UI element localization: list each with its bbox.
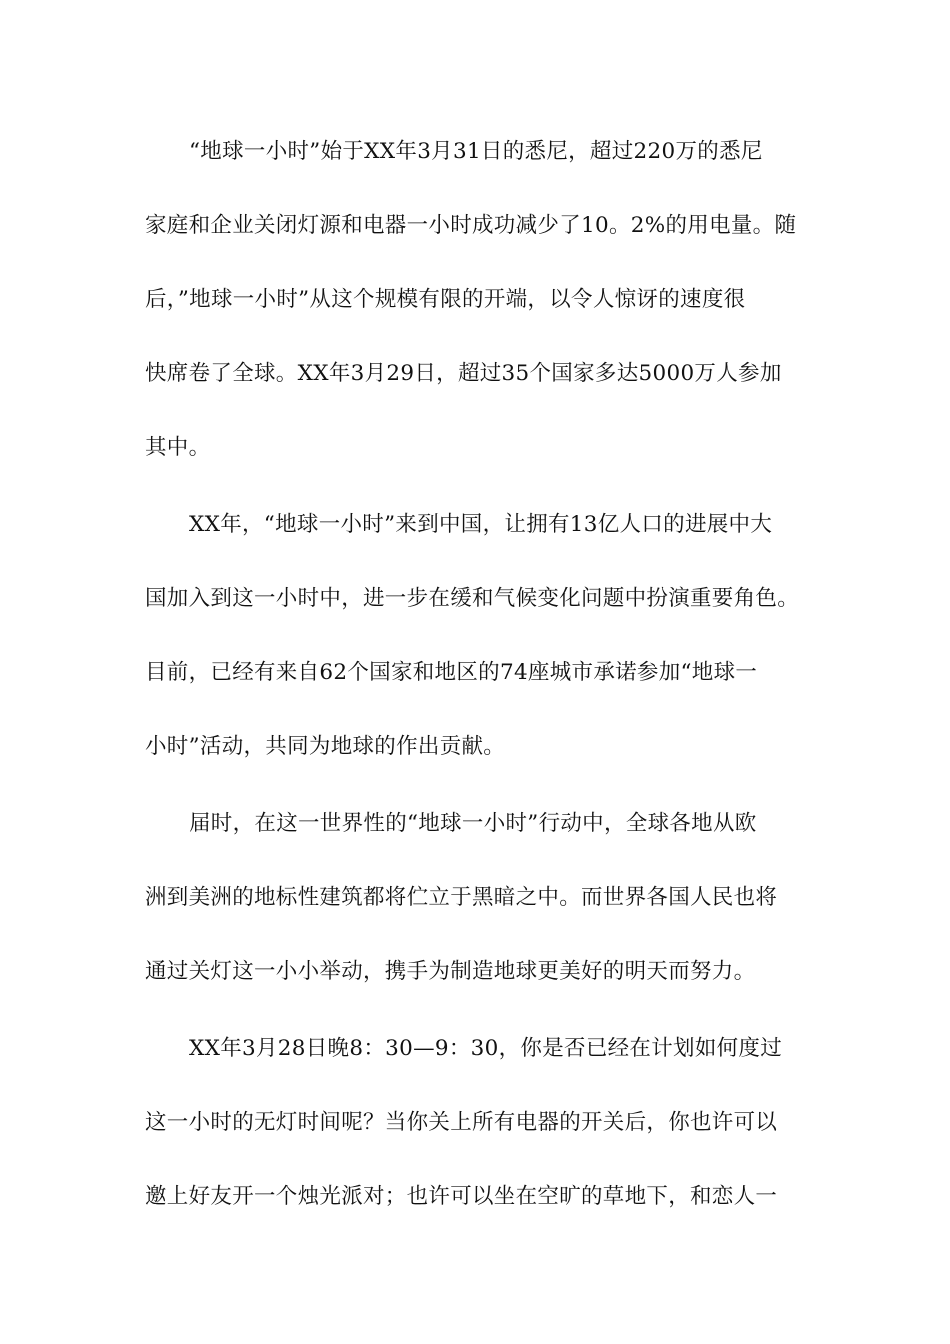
paragraph-4-line-1: XX年3月28日晚8：30—9：30，你是否已经在计划如何度过 xyxy=(189,1036,783,1061)
paragraph-1-line-1: “地球一小时”始于XX年3月31日的悉尼，超过220万的悉尼 xyxy=(189,139,763,164)
paragraph-2-line-1: XX年，“地球一小时”来到中国，让拥有13亿人口的进展中大 xyxy=(189,512,773,537)
paragraph-2-line-4: 小时”活动，共同为地球的作出贡献。 xyxy=(145,734,506,759)
paragraph-1-line-5: 其中。 xyxy=(145,435,211,460)
paragraph-4-line-3: 邀上好友开一个烛光派对；也许可以坐在空旷的草地下，和恋人一 xyxy=(145,1184,778,1209)
paragraph-4-line-2: 这一小时的无灯时间呢？当你关上所有电器的开关后，你也许可以 xyxy=(145,1110,778,1135)
paragraph-3-line-1: 届时，在这一世界性的“地球一小时”行动中，全球各地从欧 xyxy=(189,811,757,836)
paragraph-2-line-3: 目前，已经有来自62个国家和地区的74座城市承诺参加“地球一 xyxy=(145,660,758,685)
paragraph-3-line-3: 通过关灯这一小小举动，携手为制造地球更美好的明天而努力。 xyxy=(145,959,756,984)
paragraph-2-line-2: 国加入到这一小时中，进一步在缓和气候变化问题中扮演重要角色。 xyxy=(145,586,800,611)
paragraph-1-line-4: 快席卷了全球。XX年3月29日，超过35个国家多达5000万人参加 xyxy=(145,361,782,386)
paragraph-1-line-2: 家庭和企业关闭灯源和电器一小时成功减少了10。2%的用电量。随 xyxy=(145,213,797,238)
paragraph-1-line-3: 后，”地球一小时”从这个规模有限的开端，以令人惊讶的速度很 xyxy=(145,287,746,312)
paragraph-3-line-2: 洲到美洲的地标性建筑都将伫立于黑暗之中。而世界各国人民也将 xyxy=(145,885,778,910)
